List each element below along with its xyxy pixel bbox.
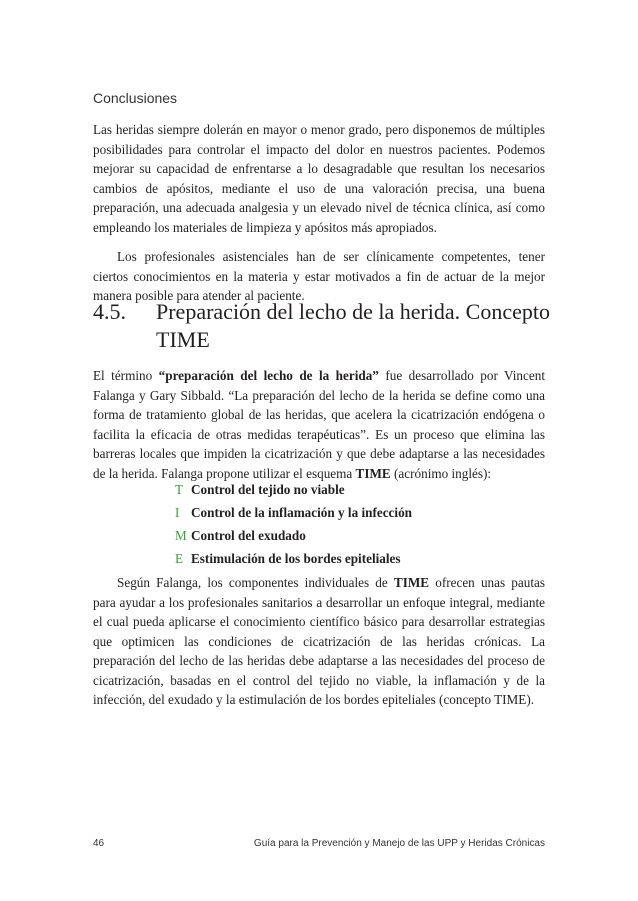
bold-term: “preparación del lecho de la herida”	[158, 368, 379, 383]
text-span: fue desarrollado por Vincent Falanga y Gary Sibbald. “La preparación del lecho de la herida se define como una forma de tratamiento global de las heridas, que acelera la cicatrización endógena o facilita la eficacia de otras medidas terapéuticas”. Es un proceso que elimina las barreras locales que impiden la cicatrización y que debe adaptarse a las necesidades de la herida. Falanga propone utilizar el esquema	[93, 368, 545, 481]
acronym-text: Control del tejido no viable	[191, 482, 345, 497]
acronym-text: Estimulación de los bordes epiteliales	[191, 551, 401, 566]
paragraph-conclusions: Las heridas siempre dolerán en mayor o menor grado, pero disponemos de múltiples posibilidades para controlar el impacto del dolor en nuestros pacientes. Podemos mejorar su capacidad de enfrentarse a lo desagradable que resultan los necesarios cambios de apósitos, mediante el uso de una valoración precisa, una buena preparación, una adecuada analgesia y un elevado nivel de técnica clínica, así como empleando los materiales de limpieza y apósitos más apropiados.	[93, 122, 545, 235]
text-span: El término	[93, 368, 159, 383]
acronym-letter: I	[175, 505, 180, 520]
footer-title: Guía para la Prevención y Manejo de las UPP y Heridas Crónicas	[253, 838, 545, 849]
acronym-text: Control de la inflamación y la infección	[191, 505, 413, 520]
list-item	[175, 478, 555, 501]
heading-title: Preparación del lecho de la herida. Concepto TIME	[156, 299, 551, 352]
time-term: TIME	[355, 465, 391, 481]
page-number: 46	[93, 838, 105, 849]
list-item	[175, 547, 555, 570]
text-span: ofrecen unas pautas para ayudar a los profesionales sanitarios a desarrollar un enfoque integral, mediante el cual pueda aplicarse el conocimiento científico básico para desarrollar estrategias que optimicen las condiciones de cicatrización de las heridas crónicas. La preparación del lecho de las heridas debe adaptarse a las necesidades del proceso de cicatrización, basadas en el control del tejido no viable, la inflamación y de la infección, del exudado y la estimulación de los bordes epiteliales (concepto TIME).	[93, 575, 545, 707]
section-heading: Conclusiones	[93, 90, 178, 106]
text-span: Según Falanga, los componentes individuales de	[117, 575, 394, 590]
time-acronym-list	[175, 478, 555, 570]
time-term: TIME	[393, 575, 430, 590]
heading-number: 4.5.	[93, 299, 126, 324]
acronym-text: Control del exudado	[191, 528, 306, 543]
list-item	[175, 501, 555, 524]
list-item	[175, 524, 555, 547]
paragraph-time-intro	[93, 366, 545, 483]
acronym-letter: T	[175, 482, 184, 497]
paragraph-falanga	[93, 573, 545, 710]
text-span: (acrónimo inglés):	[390, 465, 492, 481]
acronym-letter: E	[175, 551, 184, 566]
acronym-letter: M	[175, 528, 187, 543]
paragraph-professionals: Los profesionales asistenciales han de ser clínicamente competentes, tener ciertos conocimientos en la materia y estar motivados a fin de actuar de la mejor manera posible para atender al paciente.	[93, 249, 545, 303]
